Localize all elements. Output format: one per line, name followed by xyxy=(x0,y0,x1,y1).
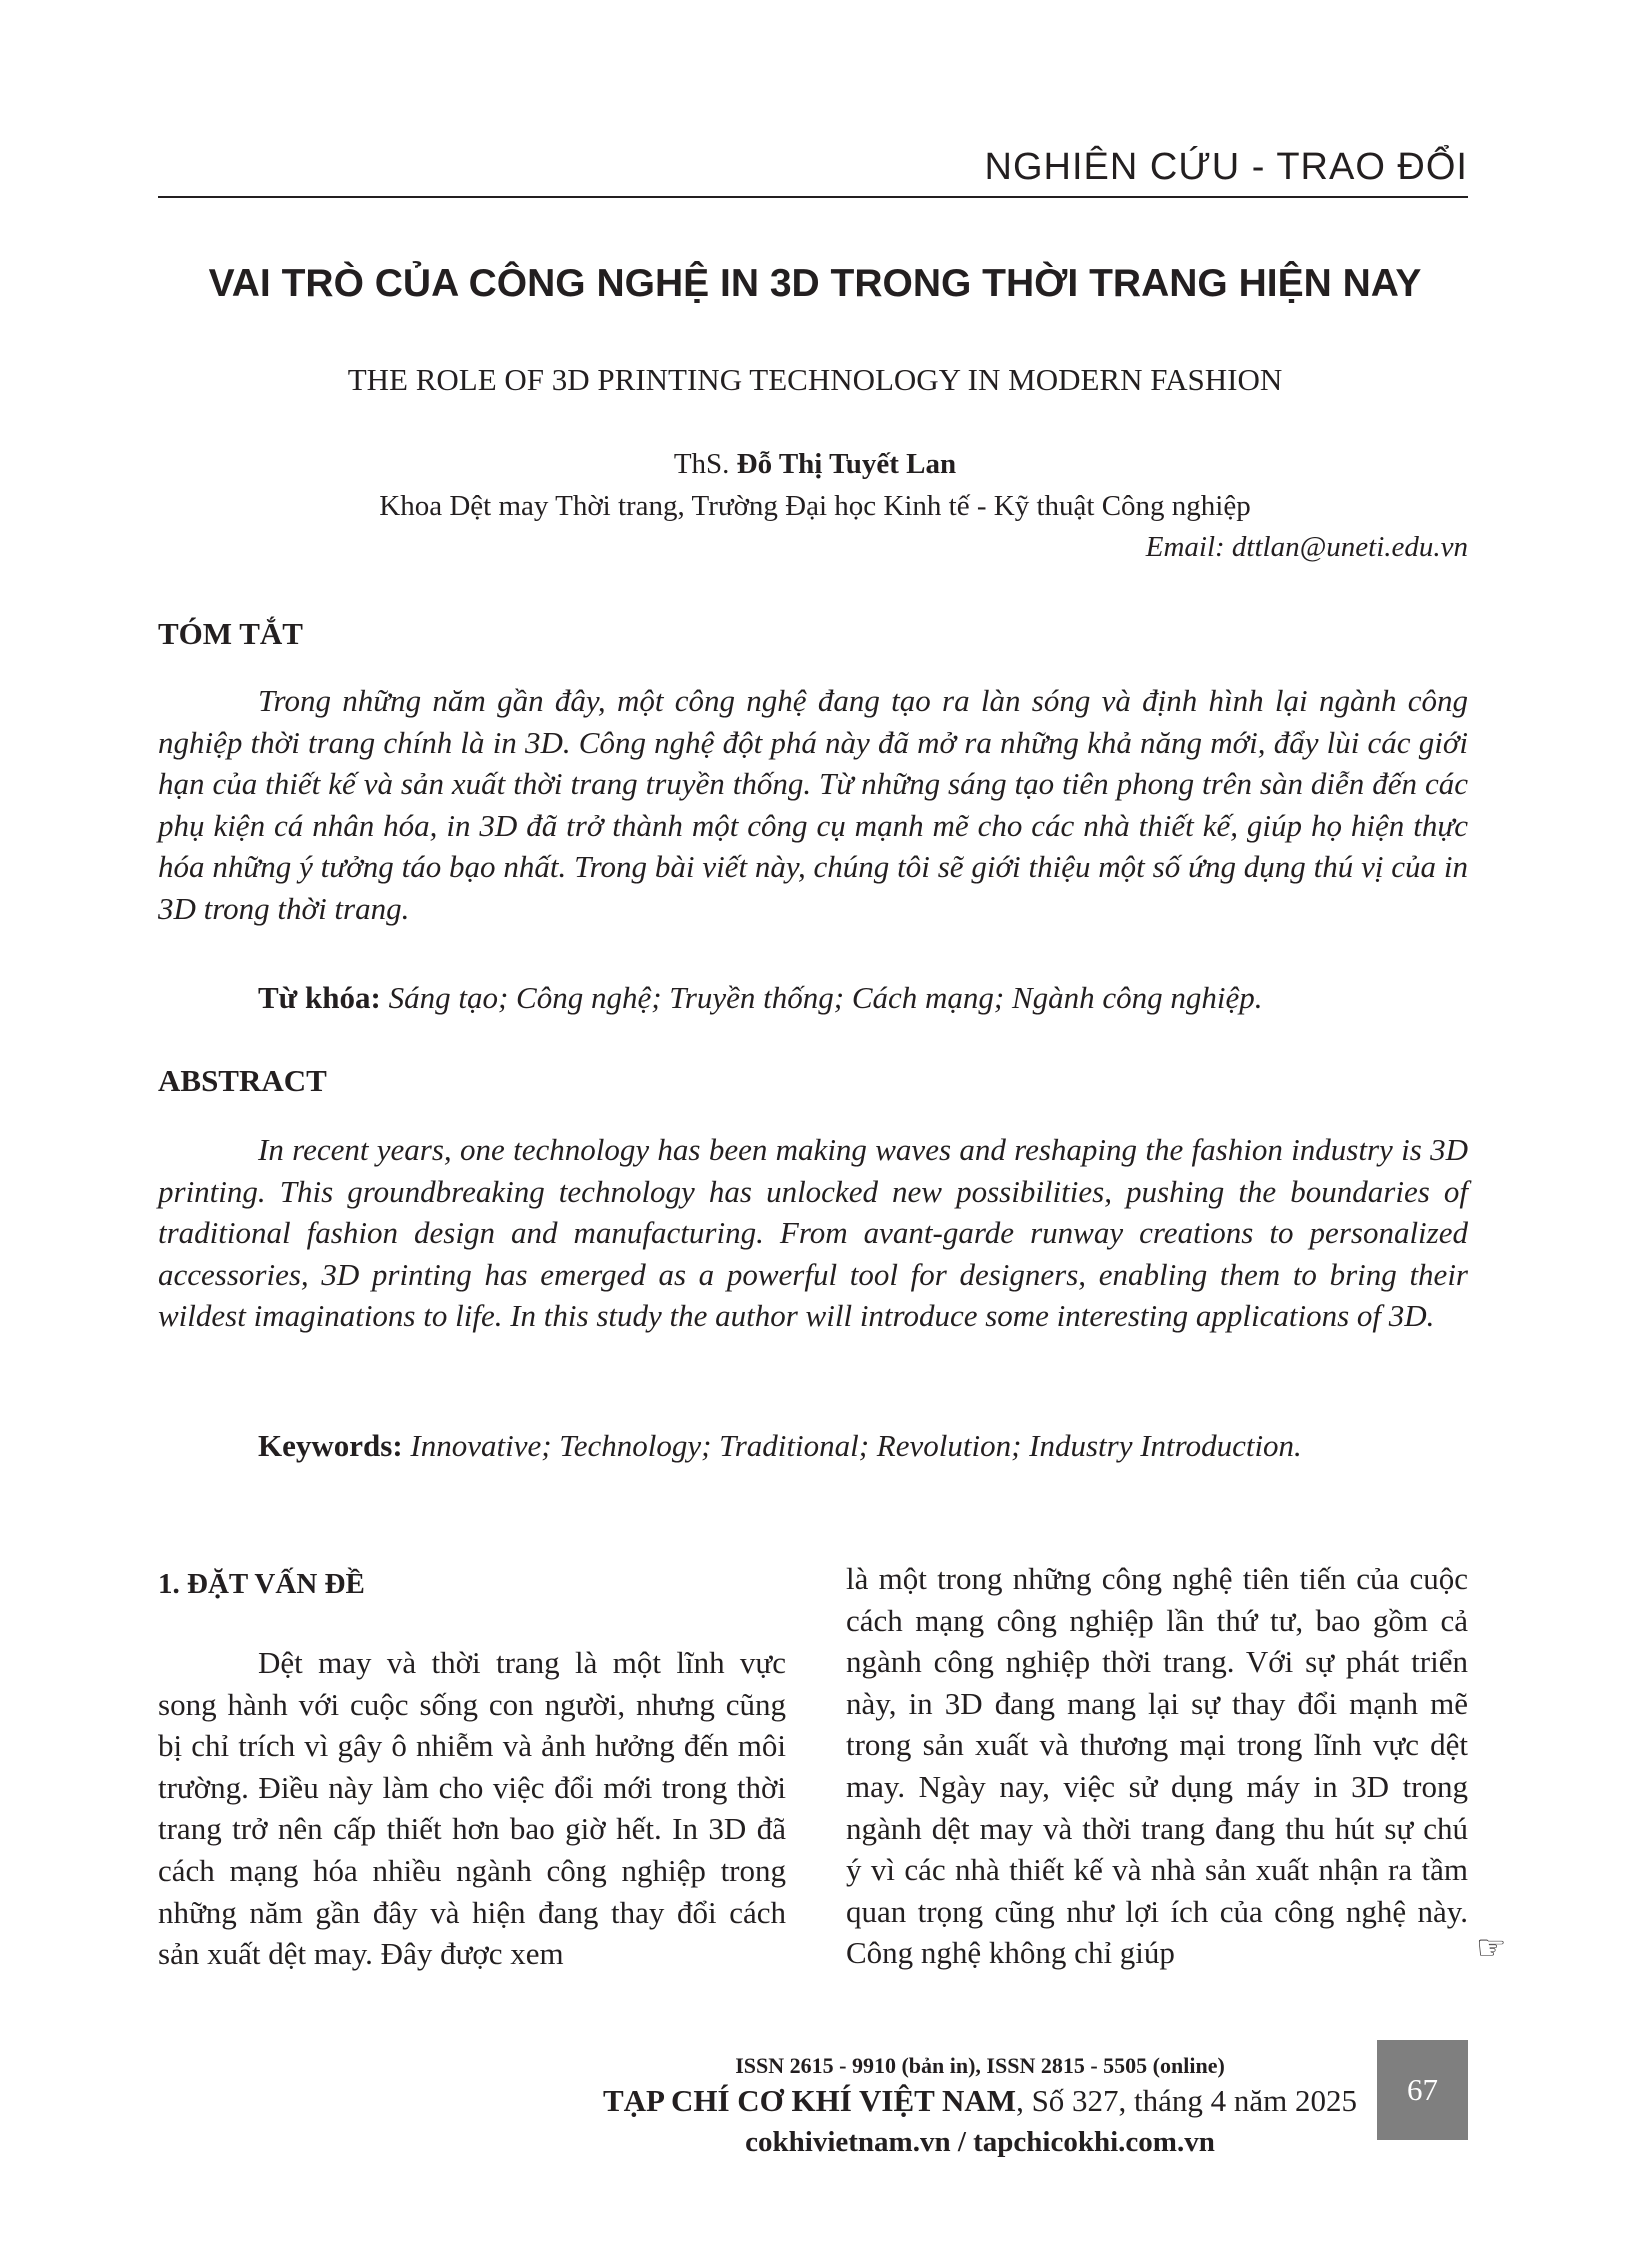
summary-text: Trong những năm gần đây, một công nghệ đang tạo ra làn sóng và định hình lại ngành công nghiệp thời trang chính là in 3D. Công nghệ đột phá này đã mở ra những khả năng mới, đẩy lùi các giới hạn của thiết kế và sản xuất thời trang truyền thống. Từ những sáng tạo tiên phong trên sàn diễn đến các phụ kiện cá nhân hóa, in 3D đã trở thành một công cụ mạnh mẽ cho các nhà thiết kế, giúp họ hiện thực hóa những ý tưởng táo bạo nhất. Trong bài viết này, chúng tôi sẽ giới thiệu một số ứng dụng thú vị của in 3D trong thời trang. xyxy=(158,683,1468,926)
author-name: Đỗ Thị Tuyết Lan xyxy=(736,448,957,480)
keywords-label: Từ khóa: xyxy=(258,980,381,1015)
article-title: VAI TRÒ CỦA CÔNG NGHỆ IN 3D TRONG THỜI TRANG HIỆN NAY xyxy=(208,262,1422,305)
section-label: NGHIÊN CỨU - TRAO ĐỔI xyxy=(984,146,1468,188)
footer-issn: ISSN 2615 - 9910 (bản in), ISSN 2815 - 5505 (online) xyxy=(735,2053,1225,2078)
journal-name: TẠP CHÍ CƠ KHÍ VIỆT NAM xyxy=(602,2083,1017,2118)
body-right-column: là một trong những công nghệ tiên tiến của cuộc cách mạng công nghiệp lần thứ tư, bao gồm cả ngành công nghiệp thời trang. Với sự phát triển này, in 3D đang mang lại sự thay đổi mạnh mẽ trong sản xuất và thương mại trong lĩnh vực dệt may. Ngày nay, việc sử dụng máy in 3D trong ngành dệt may và thời trang đang thu hút sự chú ý vì các nhà thiết kế và nhà sản xuất nhận ra tầm quan trọng cũng như lợi ích của công nghệ này. Công nghệ không chỉ giúp xyxy=(846,1561,1468,1971)
section-heading: 1. ĐẶT VẤN ĐỀ xyxy=(158,1568,365,1600)
page-number: 67 xyxy=(1377,2040,1468,2140)
pointing-hand-icon: ☞ xyxy=(1476,1930,1507,1967)
body-left-column: Dệt may và thời trang là một lĩnh vực song hành với cuộc sống con người, nhưng cũng bị chỉ trích vì gây ô nhiễm và ảnh hưởng đến môi trường. Điều này làm cho việc đổi mới trong thời trang trở nên cấp thiết hơn bao giờ hết. In 3D đã cách mạng hóa nhiều ngành công nghiệp trong những năm gần đây và hiện đang thay đổi cách sản xuất dệt may. Đây được xem xyxy=(158,1645,786,1972)
footer-websites: cokhivietnam.vn / tapchicokhi.com.vn xyxy=(745,2126,1215,2158)
keywords-list: Innovative; Technology; Traditional; Revolution; Industry Introduction. xyxy=(410,1428,1302,1463)
author-affiliation: Khoa Dệt may Thời trang, Trường Đại học Kinh tế - Kỹ thuật Công nghiệp xyxy=(379,490,1251,522)
abstract-text: In recent years, one technology has been making waves and reshaping the fashion industry is 3D printing. This groundbreaking technology has unlocked new possibilities, pushing the boundaries of traditional fashion design and manufacturing. From avant-garde runway creations to personalized accessories, 3D printing has emerged as a powerful tool for designers, enabling them to bring their wildest imaginations to life. In this study the author will introduce some interesting applications of 3D. xyxy=(158,1132,1468,1333)
abstract-keywords xyxy=(258,1428,1302,1464)
summary-heading: TÓM TẮT xyxy=(158,616,303,651)
abstract-heading: ABSTRACT xyxy=(158,1063,327,1098)
summary-keywords xyxy=(258,980,1263,1016)
header-divider xyxy=(158,196,1468,198)
article-subtitle: THE ROLE OF 3D PRINTING TECHNOLOGY IN MODERN FASHION xyxy=(347,362,1283,397)
author-email: Email: dttlan@uneti.edu.vn xyxy=(1145,531,1468,563)
footer-journal xyxy=(600,2083,1360,2119)
keywords-list: Sáng tạo; Công nghệ; Truyền thống; Cách mạng; Ngành công nghiệp. xyxy=(388,980,1263,1015)
author-prefix: ThS. xyxy=(673,448,730,480)
author-line xyxy=(0,448,1630,481)
keywords-label: Keywords: xyxy=(258,1428,403,1463)
journal-issue: , Số 327, tháng 4 năm 2025 xyxy=(1016,2083,1358,2118)
